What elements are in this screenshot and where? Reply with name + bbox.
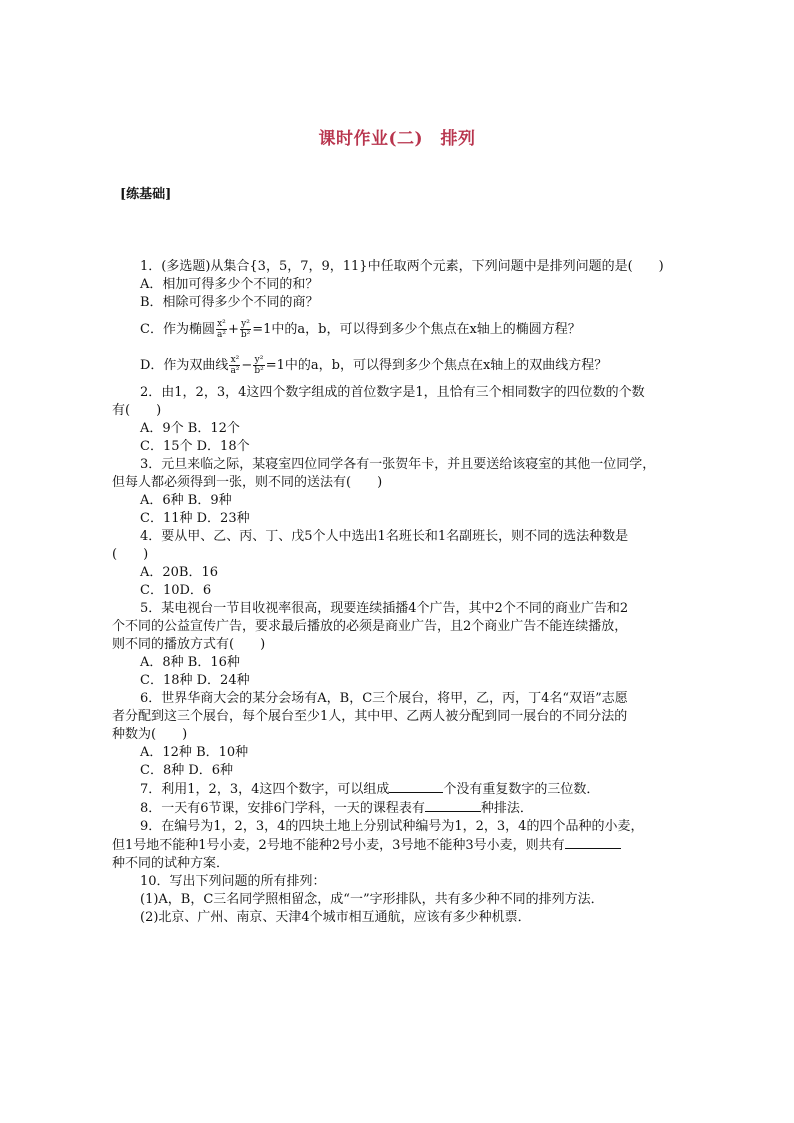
q2-options-cd: C．15个 D．18个 — [140, 439, 250, 454]
q9-line-2-text: 但1号地不能种1号小麦，2号地不能种2号小麦，3号地不能种3号小麦，则共有 — [112, 838, 565, 853]
q9-answer-blank[interactable] — [565, 836, 621, 849]
q9-line-3: 种不同的试种方案． — [112, 856, 230, 871]
q3-options-cd: C．11种 D．23种 — [140, 511, 250, 526]
q1-option-b: B．相除可得多少个不同的商？ — [140, 295, 319, 310]
q1-c-suffix: =1中的a，b，可以得到多少个焦点在x轴上的椭圆方程？ — [252, 322, 581, 337]
q6-options-ab: A．12种 B．10种 — [140, 745, 249, 760]
q5-line-2: 个不同的公益宣传广告，要求最后播放的必须是商业广告，且2个商业广告不能连续播放， — [112, 619, 628, 634]
q1-option-a: A．相加可得多少个不同的和？ — [140, 277, 319, 292]
q1-option-c — [112, 312, 682, 348]
q10-part-2: (2)北京、广州、南京、天津4个城市相互通航，应该有多少种机票． — [140, 910, 531, 925]
q6-options-cd: C．8种 D．6种 — [140, 763, 234, 778]
q5-options-ab: A．8种 B．16种 — [140, 655, 240, 670]
q9-line-1: 9．在编号为1，2，3，4的四块土地上分别试种编号为1，2，3，4的四个品种的小麦， — [140, 819, 644, 834]
q10-part-1: (1)A，B，C三名同学照相留念，成“一”字形排队，共有多少种不同的排列方法． — [140, 892, 604, 907]
page-title: 课时作业(二) 排列 — [318, 129, 476, 149]
q7 — [112, 780, 682, 799]
q1-stem: 1．(多选题)从集合{3，5，7，9，11}中任取两个元素，下列问题中是排列问题的是( ) — [140, 259, 664, 274]
hyperbola-x-fraction: $\frac{\text{x²}}{\text{a²}}$ — [230, 355, 240, 376]
q3-options-ab: A．6种 B．9种 — [140, 493, 232, 508]
q4-line-1: 4．要从甲、乙、丙、丁、戊5个人中选出1名班长和1名副班长，则不同的选法种数是 — [140, 529, 629, 544]
question-list — [112, 258, 682, 927]
q1-option-d — [112, 348, 682, 384]
q1-d-prefix: D．作为双曲线 — [140, 358, 229, 373]
q5-line-3: 则不同的播放方式有( ) — [112, 637, 266, 652]
q1-c-prefix: C．作为椭圆 — [140, 322, 215, 337]
section-heading: [练基础] — [120, 187, 172, 202]
q2-options-ab: A．9个 B．12个 — [140, 421, 240, 436]
q6-line-1: 6．世界华商大会的某分会场有A，B，C三个展台，将甲，乙，丙，丁4名“双语”志愿 — [140, 691, 628, 706]
q4-line-2: ( ) — [112, 547, 149, 562]
q8-answer-blank[interactable] — [425, 799, 481, 812]
q2-line-2: 有( ) — [112, 403, 162, 418]
q3-line-1: 3．元旦来临之际，某寝室四位同学各有一张贺年卡，并且要送给该寝室的其他一位同学， — [140, 457, 656, 472]
ellipse-x-fraction: $\frac{\text{x²}}{\text{a²}}$ — [216, 319, 226, 340]
q10-stem: 10．写出下列问题的所有排列： — [140, 874, 326, 889]
q7-suffix: 个没有重复数字的三位数． — [443, 782, 600, 797]
minus-sign: − — [241, 358, 253, 373]
q2-line-1: 2．由1，2，3，4这四个数字组成的首位数字是1，且恰有三个相同数字的四位数的个数 — [140, 385, 645, 400]
q5-line-1: 5．某电视台一节目收视率很高，现要连续插播4个广告，其中2个不同的商业广告和2 — [140, 601, 629, 616]
q8 — [112, 799, 682, 818]
plus-sign: + — [227, 322, 239, 337]
q8-prefix: 8．一天有6节课，安排6门学科，一天的课程表有 — [140, 801, 425, 816]
q9-line-2 — [112, 836, 682, 855]
q4-options-cd: C．10D．6 — [140, 583, 212, 598]
hyperbola-y-fraction: $\frac{\text{y²}}{\text{b²}}$ — [254, 355, 264, 376]
q3-line-2: 但每人都必须得到一张，则不同的送法有( ) — [112, 475, 383, 490]
q5-options-cd: C．18种 D．24种 — [140, 673, 250, 688]
q1-d-suffix: =1中的a，b，可以得到多少个焦点在x轴上的双曲线方程？ — [265, 358, 608, 373]
q4-options-ab: A．20B．16 — [140, 565, 219, 580]
q7-prefix: 7．利用1，2，3，4这四个数字，可以组成 — [140, 782, 390, 797]
ellipse-y-fraction: $\frac{\text{y²}}{\text{b²}}$ — [240, 319, 251, 340]
q6-line-2: 者分配到这三个展台，每个展台至少1人，其中甲、乙两人被分配到同一展台的不同分法的 — [112, 709, 628, 724]
q8-suffix: 种排法． — [480, 801, 533, 816]
q7-answer-blank[interactable] — [389, 780, 443, 793]
q6-line-3: 种数为( ) — [112, 727, 188, 742]
